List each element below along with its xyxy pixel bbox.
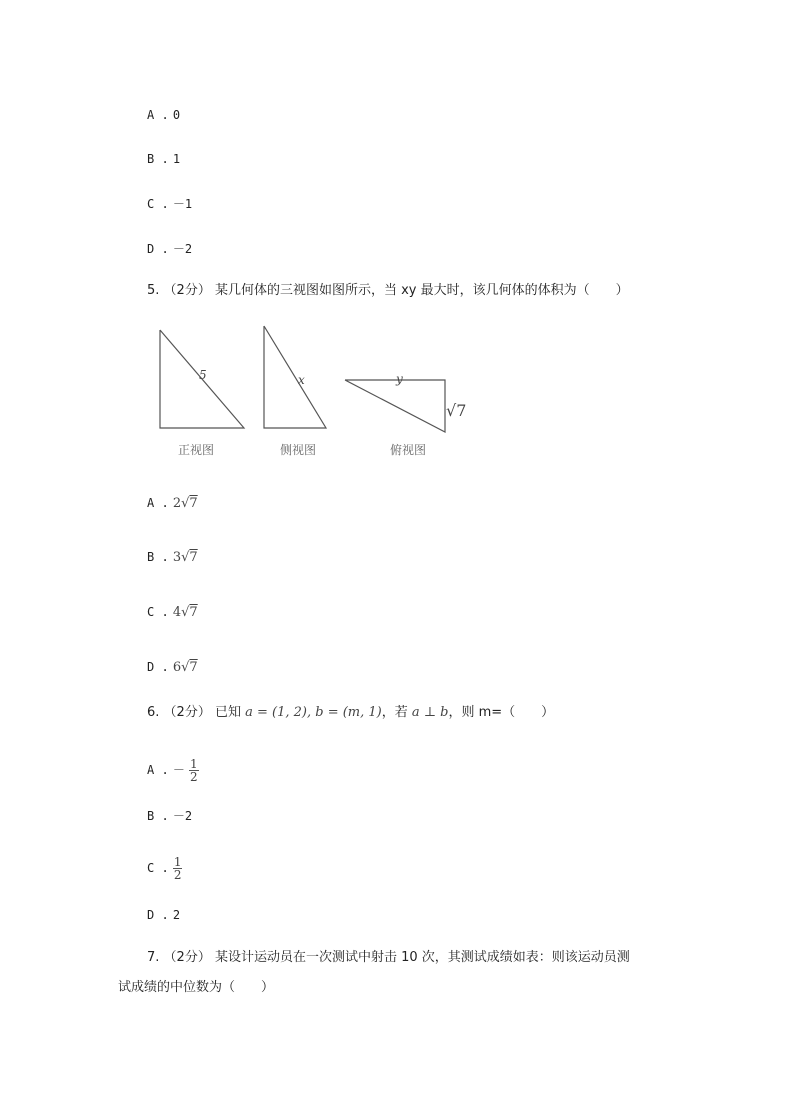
- q6-stem: [147, 704, 554, 722]
- option-value: 3√7: [172, 550, 198, 565]
- q7-stem-line1: [147, 949, 630, 967]
- question-number: 5.: [147, 283, 160, 298]
- q4-option-a: [147, 106, 180, 125]
- q5-stem: [147, 282, 629, 300]
- option-value: 2√7: [172, 496, 198, 511]
- q5-option-b: [147, 548, 198, 567]
- option-letter: D .: [147, 660, 169, 674]
- front-edge-label: 5: [199, 368, 207, 382]
- option-value: 2: [172, 908, 181, 922]
- front-view-label: 正视图: [178, 443, 215, 457]
- q6-option-c: [147, 856, 182, 881]
- option-value: －2: [172, 242, 193, 256]
- side-edge-label: x: [298, 373, 305, 387]
- option-value: 6√7: [172, 660, 198, 675]
- q4-option-d: [147, 240, 192, 259]
- option-value: 0: [172, 108, 181, 122]
- option-value: 1: [172, 152, 181, 166]
- top-edge-label: y: [396, 372, 403, 386]
- option-value: －2: [172, 809, 193, 823]
- option-letter: A .: [147, 108, 169, 122]
- q7-stem-line2: 试成绩的中位数为（ ）: [118, 980, 275, 995]
- q4-option-c: [147, 195, 192, 214]
- q5-option-d: [147, 658, 198, 677]
- option-letter: C .: [147, 605, 169, 619]
- option-letter: C .: [147, 861, 169, 875]
- top-height-label: √7: [446, 401, 467, 420]
- question-number: 7.: [147, 950, 160, 965]
- option-value: －1: [172, 197, 193, 211]
- vector-definition: a = (1, 2), b = (m, 1): [245, 705, 382, 720]
- question-suffix: ，则 m=（ ）: [448, 705, 555, 720]
- option-letter: C .: [147, 197, 169, 211]
- q5-option-a: [147, 494, 198, 513]
- option-letter: B .: [147, 550, 169, 564]
- q6-option-d: [147, 906, 180, 925]
- option-fraction: $\frac{1}{2}$: [173, 855, 182, 882]
- question-middle: ，若: [381, 705, 408, 720]
- question-number: 6.: [147, 705, 160, 720]
- q6-option-b: [147, 807, 192, 826]
- question-score: （2分）: [163, 950, 211, 965]
- option-letter: B .: [147, 809, 169, 823]
- q6-option-a: [147, 758, 199, 783]
- side-view-triangle: [264, 326, 326, 428]
- option-letter: A .: [147, 496, 169, 510]
- option-letter: D .: [147, 242, 169, 256]
- top-view-label: 俯视图: [390, 443, 427, 457]
- question-text: 某几何体的三视图如图所示，当 xy 最大时，该几何体的体积为（ ）: [214, 283, 629, 298]
- option-fraction: $\frac{1}{2}$: [189, 757, 198, 784]
- question-prefix: 已知: [214, 705, 241, 720]
- side-view-label: 侧视图: [280, 443, 317, 457]
- question-score: （2分）: [163, 283, 211, 298]
- option-value: 4√7: [172, 605, 198, 620]
- question-score: （2分）: [163, 705, 211, 720]
- option-letter: D .: [147, 908, 169, 922]
- perpendicular-condition: a ⊥ b: [411, 705, 449, 720]
- option-letter: B .: [147, 152, 169, 166]
- three-view-figure: [150, 320, 480, 460]
- option-sign: －: [172, 763, 185, 777]
- q4-option-b: [147, 150, 180, 169]
- q5-option-c: [147, 603, 198, 622]
- question-text: 某设计运动员在一次测试中射击 10 次，其测试成绩如表：则该运动员测: [214, 950, 630, 965]
- option-letter: A .: [147, 763, 169, 777]
- top-view-triangle: [345, 380, 445, 432]
